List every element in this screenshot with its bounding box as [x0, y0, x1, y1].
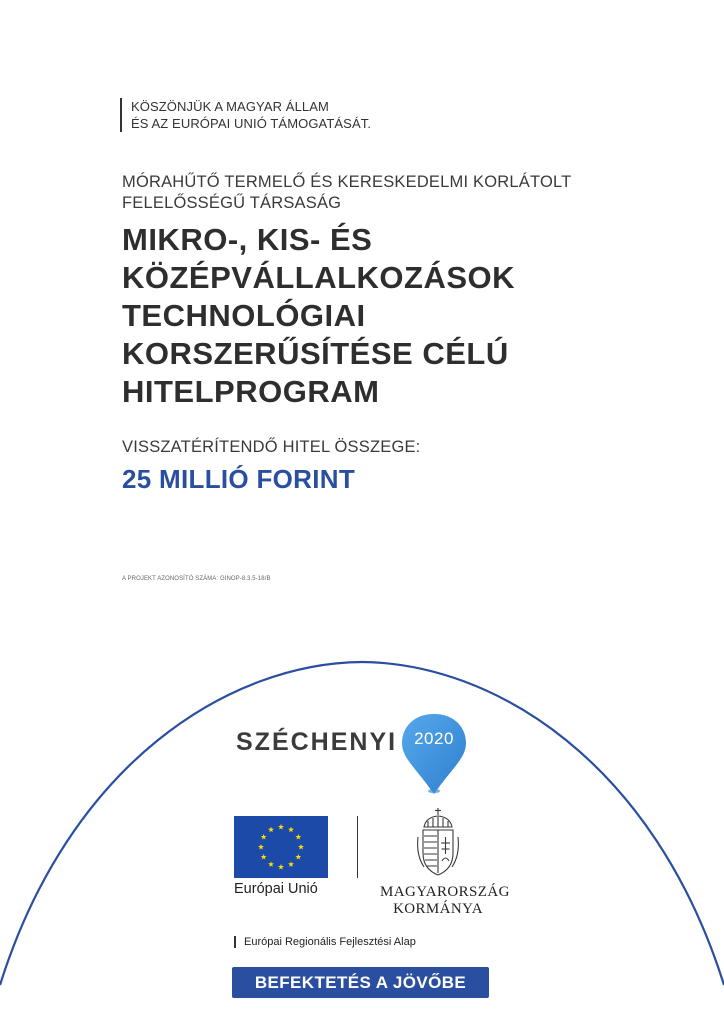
program-title-line: HITELPROGRAM — [122, 374, 380, 409]
location-pin-icon — [390, 712, 478, 796]
program-title-line: MIKRO-, KIS- ÉS — [122, 222, 373, 257]
program-title-line: KORSZERŰSÍTÉSE CÉLÚ — [122, 336, 509, 371]
government-label — [380, 884, 510, 918]
slogan-banner: BEFEKTETÉS A JÖVŐBE — [232, 967, 489, 998]
eu-flag-icon — [234, 816, 328, 878]
company-line-2: FELELŐSSÉGŰ TÁRSASÁG — [122, 194, 342, 212]
loan-amount-value: 25 MILLIÓ FORINT — [122, 464, 356, 494]
project-id: A PROJEKT AZONOSÍTÓ SZÁMA: GINOP-8.3.5-18/B — [122, 576, 271, 582]
szechenyi-wordmark: SZÉCHENYI — [236, 728, 398, 756]
company-line-1: MÓRAHŰTŐ TERMELŐ ÉS KERESKEDELMI KORLÁTOLT — [122, 173, 572, 191]
eu-label: Európai Unió — [234, 881, 318, 897]
program-title-line: KÖZÉPVÁLLALKOZÁSOK — [122, 260, 516, 295]
thanks-line-1: KÖSZÖNJÜK A MAGYAR ÁLLAM — [131, 99, 329, 114]
government-label-line-2: KORMÁNYA — [393, 901, 483, 917]
thanks-line-2: ÉS AZ EURÓPAI UNIÓ TÁMOGATÁSÁT. — [131, 116, 372, 131]
logo-divider — [357, 816, 358, 878]
szechenyi-year: 2020 — [414, 729, 454, 748]
fund-name: Európai Regionális Fejlesztési Alap — [234, 936, 416, 948]
loan-amount-label: VISSZATÉRÍTENDŐ HITEL ÖSSZEGE: — [122, 438, 421, 456]
program-title-line: TECHNOLÓGIAI — [122, 298, 366, 333]
government-label-line-1: MAGYARORSZÁG — [380, 884, 510, 900]
hungarian-coat-of-arms-icon — [414, 807, 462, 879]
